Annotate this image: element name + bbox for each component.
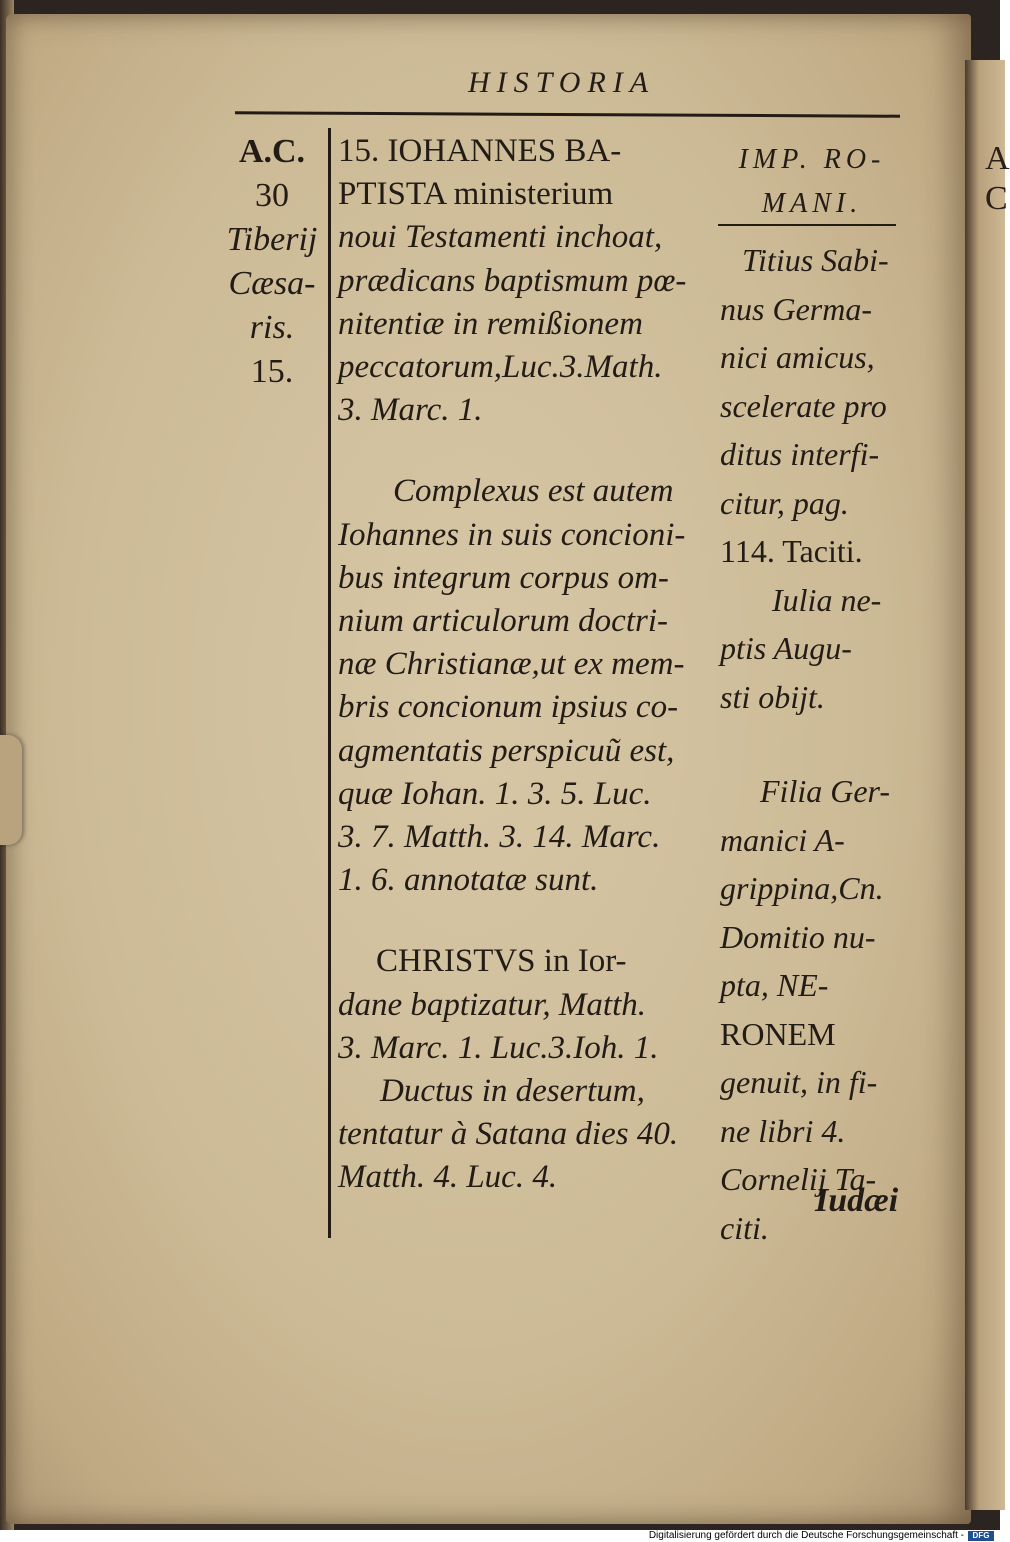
note-line: ptis Augu-	[720, 630, 852, 666]
text-line: quæ Iohan. 1. 3. 5. Luc.	[338, 775, 652, 812]
text-line: noui Testamenti inchoat,	[338, 219, 663, 256]
text-line: PTISTA ministerium	[338, 176, 614, 213]
note-line: manici A-	[720, 821, 845, 858]
note-line: scelerate pro	[720, 387, 887, 424]
text-line: tentatur à Satana dies 40.	[338, 1116, 679, 1153]
note-line: nici amicus,	[720, 339, 875, 375]
running-title: HISTORIA	[468, 66, 656, 99]
margin-line: Cæsa-	[228, 265, 316, 302]
right-column-heading	[722, 138, 902, 226]
text-line: Iohannes in suis concioni-	[338, 516, 686, 553]
main-text-column	[338, 130, 698, 1200]
text-line: næ Christianæ,ut ex mem-	[338, 646, 685, 683]
note-line: grippina,Cn.	[720, 870, 884, 906]
margin-line: Tiberij	[226, 221, 318, 258]
next-page-edge: A C	[965, 60, 1005, 1510]
note-line: genuit, in fi-	[720, 1064, 878, 1100]
text-line: CHRISTVS in Ior-	[376, 943, 627, 980]
text-line: nitentiæ in remißionem	[338, 305, 643, 342]
note-line: nus Germa-	[720, 290, 872, 327]
right-column-notes	[720, 236, 905, 1252]
text-line: 3. Marc. 1.	[338, 392, 483, 429]
margin-line: 30	[255, 177, 289, 214]
note-line: ditus interfi-	[720, 436, 880, 472]
text-line: peccatorum,Luc.3.Math.	[338, 349, 663, 386]
footer-bar	[0, 1530, 1000, 1542]
funding-credit: Digitalisierung gefördert durch die Deutsche Forschungsgemeinschaft -	[648, 1530, 964, 1541]
note-line: RONEM	[720, 1015, 836, 1052]
catchword: Iudæi	[815, 1182, 899, 1219]
left-margin-notes	[222, 130, 322, 394]
note-line: Cornelij Ta-	[720, 1161, 877, 1197]
note-line: ne libri 4.	[720, 1112, 846, 1149]
text-line: Complexus est autem	[393, 473, 674, 510]
margin-line: ris.	[249, 309, 295, 346]
note-line: Titius Sabi-	[742, 242, 889, 278]
text-line: bus integrum corpus om-	[338, 559, 669, 596]
text-line: nium articulorum doctri-	[338, 603, 668, 640]
dfg-logo: DFG	[968, 1531, 994, 1541]
page-tab	[0, 735, 22, 845]
note-line: citi.	[720, 1209, 769, 1246]
text-line: agmentatis perspicuũ est,	[338, 732, 675, 769]
note-line: Iulia ne-	[772, 581, 882, 618]
text-line: Matth. 4. Luc. 4.	[338, 1159, 558, 1196]
heading-line: IMP. RO-	[738, 144, 886, 175]
note-line: Domitio nu-	[720, 918, 876, 955]
text-line: bris concionum ipsius co-	[338, 689, 679, 726]
text-line: Ductus in desertum,	[380, 1073, 645, 1110]
note-line: 114. Taciti.	[720, 533, 863, 569]
column-divider	[328, 128, 331, 1238]
text-line: 3. Marc. 1. Luc.3.Ioh. 1.	[338, 1029, 659, 1066]
margin-line: A.C.	[238, 133, 306, 170]
text-line: dane baptizatur, Matth.	[338, 986, 647, 1023]
text-line: 1. 6. annotatæ sunt.	[338, 862, 599, 899]
text-line: 15. IOHANNES BA-	[338, 133, 622, 169]
text-line: prædicans baptismum pœ-	[338, 262, 687, 299]
text-line: 3. 7. Matth. 3. 14. Marc.	[338, 819, 661, 856]
note-line: pta, NE-	[720, 967, 829, 1003]
note-line: Filia Ger-	[760, 773, 890, 809]
heading-line: MANI.	[761, 188, 863, 219]
note-line: citur, pag.	[720, 484, 849, 521]
note-line: sti obijt.	[720, 678, 825, 715]
margin-line: 15.	[250, 353, 294, 390]
